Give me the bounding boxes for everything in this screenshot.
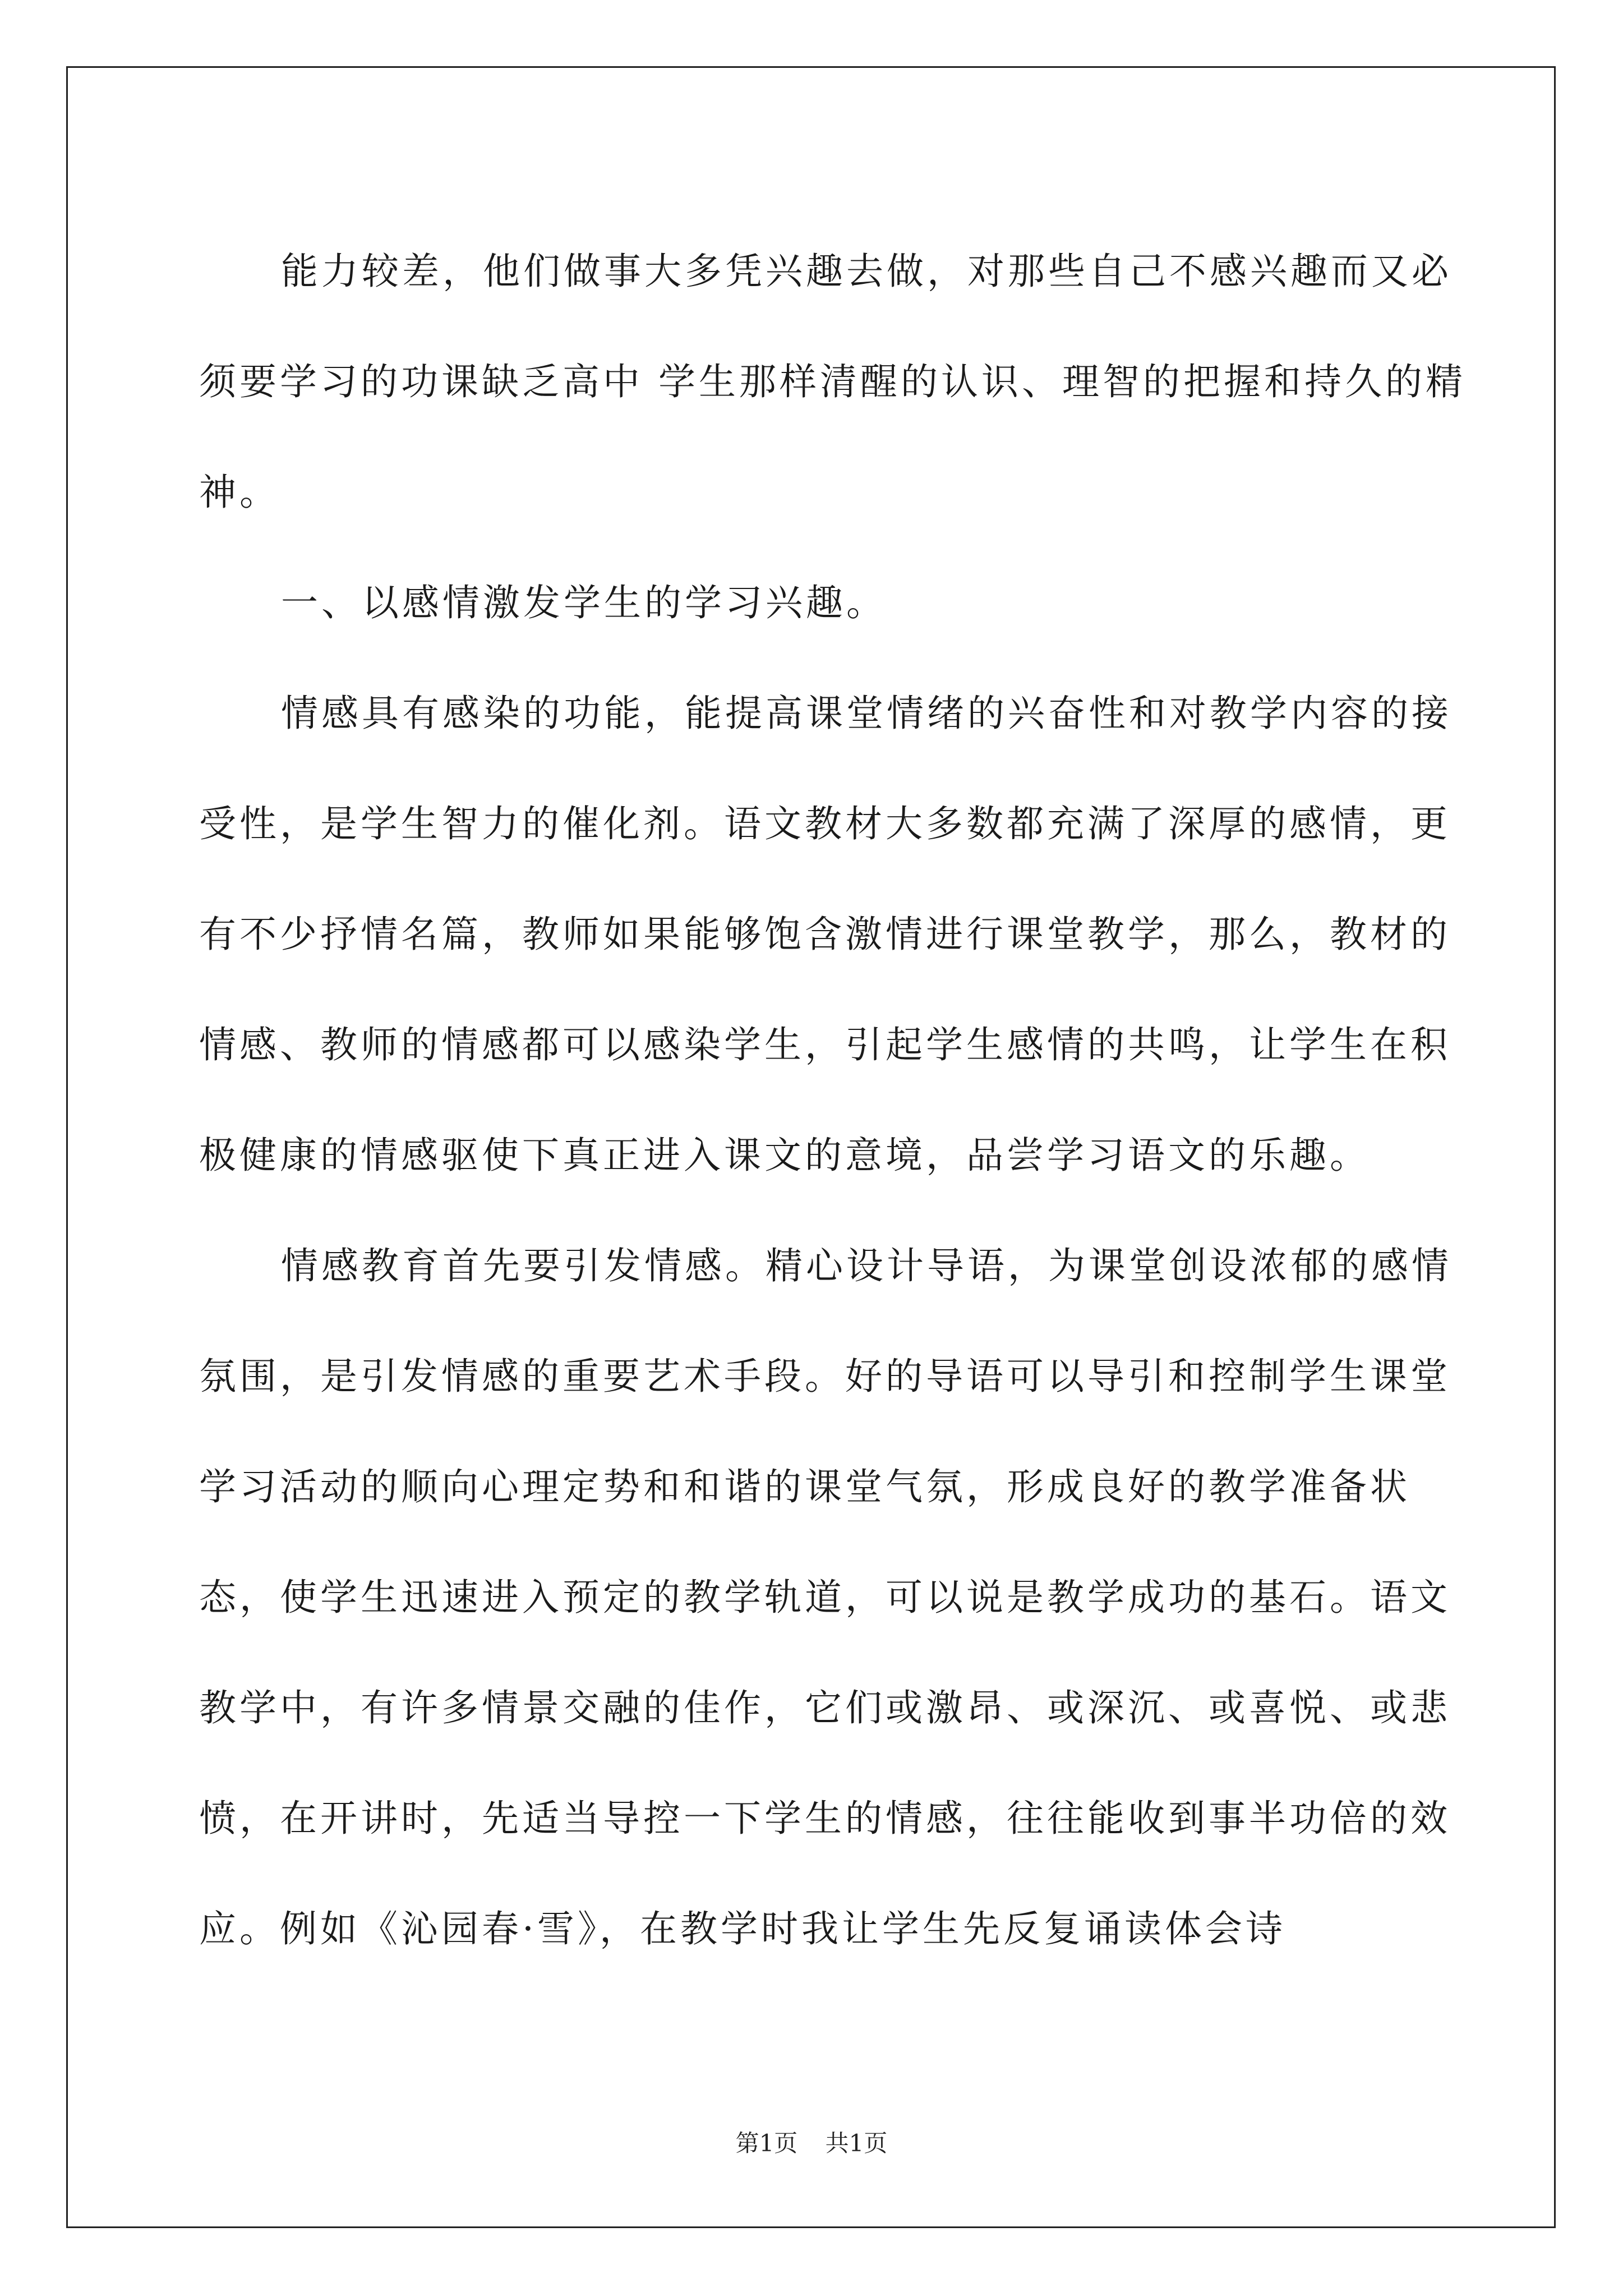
document-body xyxy=(199,216,1489,1984)
page-footer xyxy=(0,2125,1623,2159)
paragraph-2: 一、以感情激发学生的学习兴趣。 xyxy=(281,581,887,624)
paragraph-4: 情感教育首先要引发情感。精心设计导语，为课堂创设浓郁的感情氛围，是引发情感的重要艺术手段。好的导语可以导引和控制学生课堂学习活动的顺向心理定势和和谐的课堂气氛，形成良好的教学准备状态，使学生迅速进入预定的教学轨道，可以说是教学成功的基石。语文教学中，有许多情景交融的佳作，它们或激昂、或深沉、或喜悦、或悲愤，在开讲时，先适当导控一下学生的情感，往往能收到事半功倍的效应。例如《沁园春·雪》，在教学时我让学生先反复诵读体会诗 xyxy=(199,1244,1452,1950)
page-number: 第1页 xyxy=(735,2129,798,2157)
page-total: 共1页 xyxy=(825,2129,888,2157)
paragraph-3: 情感具有感染的功能，能提高课堂情绪的兴奋性和对教学内容的接受性，是学生智力的催化剂。语文教材大多数都充满了深厚的感情，更有不少抒情名篇，教师如果能够饱含激情进行课堂教学，那么，教材的情感、教师的情感都可以感染学生，引起学生感情的共鸣，让学生在积极健康的情感驱使下真正进入课文的意境，品尝学习语文的乐趣。 xyxy=(199,692,1452,1177)
paragraph-1: 能力较差，他们做事大多凭兴趣去做，对那些自己不感兴趣而又必须要学习的功课缺乏高中 学生那样清醒的认识、理智的把握和持久的精神。 xyxy=(199,250,1466,514)
